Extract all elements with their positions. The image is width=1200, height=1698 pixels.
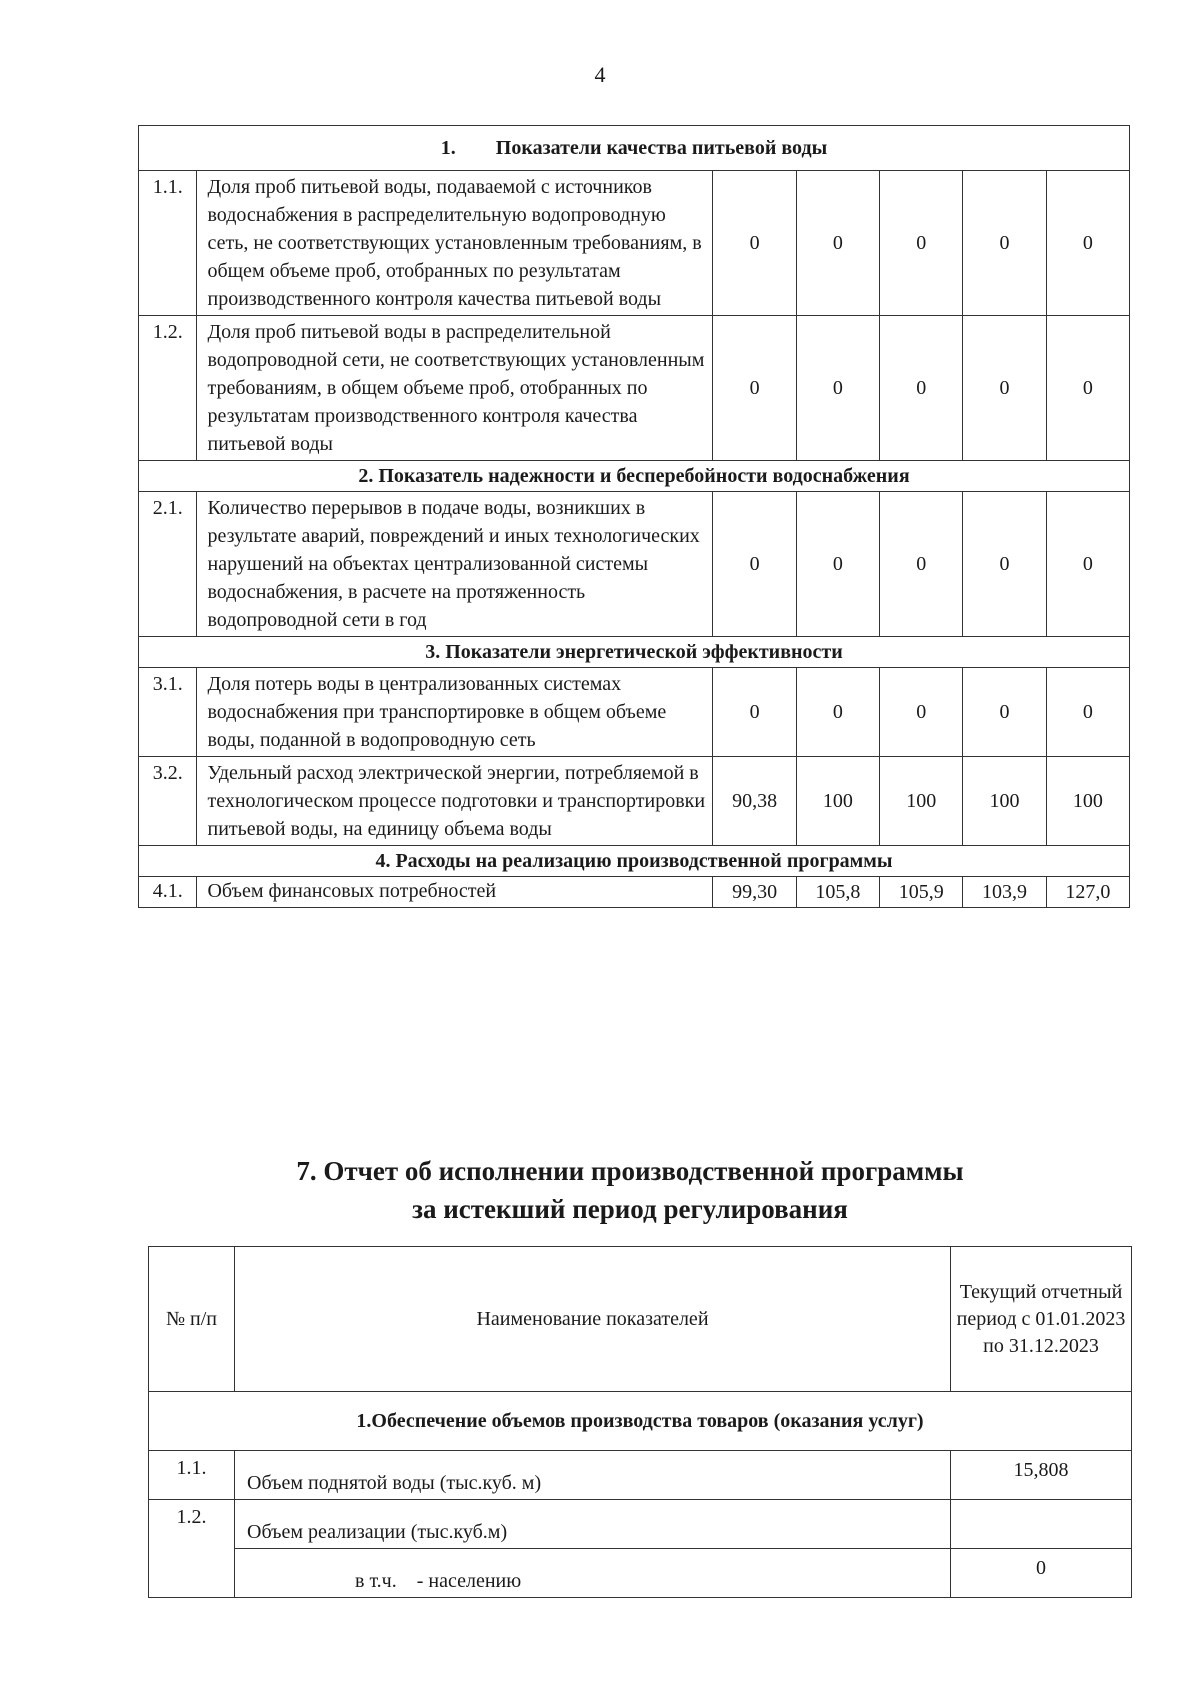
value-cell: 0	[880, 492, 963, 637]
value-cell: 127,0	[1046, 877, 1129, 908]
row-description: Доля потерь воды в централизованных системах водоснабжения при транспортировке в общем объеме воды, поданной в водопроводную сеть	[197, 668, 713, 757]
section-header-row	[139, 846, 1130, 877]
value-cell: 0	[796, 668, 879, 757]
row-value: 0	[951, 1549, 1132, 1598]
row-name: в т.ч. - населению	[235, 1549, 951, 1598]
value-cell: 0	[1046, 316, 1129, 461]
row-number: 2.1.	[139, 492, 197, 637]
indicators-table	[138, 125, 1130, 908]
value-cell: 90,38	[713, 757, 796, 846]
row-number: 3.2.	[139, 757, 197, 846]
table-row	[139, 757, 1130, 846]
section-title: 4. Расходы на реализацию производственной программы	[139, 846, 1130, 877]
heading-line-2: за истекший период регулирования	[412, 1194, 848, 1224]
value-cell: 0	[713, 492, 796, 637]
row-value: 15,808	[951, 1451, 1132, 1500]
row-number: 4.1.	[139, 877, 197, 908]
header-row	[149, 1247, 1132, 1392]
table-row	[149, 1451, 1132, 1500]
header-num: № п/п	[149, 1247, 235, 1392]
row-description: Объем финансовых потребностей	[197, 877, 713, 908]
row-number: 1.1.	[149, 1451, 235, 1500]
value-cell: 0	[713, 171, 796, 316]
value-cell: 0	[796, 316, 879, 461]
table-row	[149, 1500, 1132, 1549]
row-number: 1.1.	[139, 171, 197, 316]
value-cell: 0	[713, 316, 796, 461]
value-cell: 0	[963, 316, 1046, 461]
row-description: Доля проб питьевой воды, подаваемой с источников водоснабжения в распределительную водопроводную сеть, не соответствующих установленным требованиям, в общем объеме проб, отобранных по результатам производственного контроля качества питьевой воды	[197, 171, 713, 316]
row-description: Доля проб питьевой воды в распределительной водопроводной сети, не соответствующих установленным требованиям, в общем объеме проб, отобранных по результатам производственного контроля качества питьевой воды	[197, 316, 713, 461]
value-cell: 0	[1046, 668, 1129, 757]
row-value	[951, 1500, 1132, 1549]
value-cell: 0	[1046, 492, 1129, 637]
value-cell: 100	[880, 757, 963, 846]
value-cell: 0	[796, 492, 879, 637]
value-cell: 0	[1046, 171, 1129, 316]
row-description: Количество перерывов в подаче воды, возникших в результате аварий, повреждений и иных технологических нарушений на объектах централизованной системы водоснабжения, в расчете на протяженность водопроводной сети в год	[197, 492, 713, 637]
row-number: 1.2.	[139, 316, 197, 461]
value-cell: 105,8	[796, 877, 879, 908]
row-name: Объем поднятой воды (тыс.куб. м)	[235, 1451, 951, 1500]
table-row	[139, 492, 1130, 637]
value-cell: 0	[963, 171, 1046, 316]
section-header-row	[139, 126, 1130, 171]
header-name: Наименование показателей	[235, 1247, 951, 1392]
value-cell: 103,9	[963, 877, 1046, 908]
value-cell: 99,30	[713, 877, 796, 908]
row-name: Объем реализации (тыс.куб.м)	[235, 1500, 951, 1549]
value-cell: 100	[963, 757, 1046, 846]
header-current-period: Текущий отчетный период с 01.01.2023 по 31.12.2023	[951, 1247, 1132, 1392]
section-title: 2. Показатель надежности и бесперебойности водоснабжения	[139, 461, 1130, 492]
row-description: Удельный расход электрической энергии, потребляемой в технологическом процессе подготовки и транспортировки питьевой воды, на единицу объема воды	[197, 757, 713, 846]
report-table	[148, 1246, 1132, 1598]
section-header-row	[149, 1392, 1132, 1451]
section-header-row	[139, 461, 1130, 492]
row-number: 1.2.	[149, 1500, 235, 1598]
value-cell: 0	[963, 668, 1046, 757]
value-cell: 0	[963, 492, 1046, 637]
value-cell: 100	[796, 757, 879, 846]
row-number: 3.1.	[139, 668, 197, 757]
value-cell: 0	[796, 171, 879, 316]
value-cell: 0	[880, 668, 963, 757]
table-row	[139, 877, 1130, 908]
section-title: 1. Показатели качества питьевой воды	[139, 126, 1130, 171]
value-cell: 0	[880, 171, 963, 316]
heading-line-1: 7. Отчет об исполнении производственной программы	[296, 1156, 964, 1186]
page-number: 4	[594, 62, 606, 87]
value-cell: 0	[880, 316, 963, 461]
value-cell: 105,9	[880, 877, 963, 908]
value-cell: 100	[1046, 757, 1129, 846]
section-title: 3. Показатели энергетической эффективности	[139, 637, 1130, 668]
table-row	[139, 668, 1130, 757]
table-row	[149, 1549, 1132, 1598]
section-title: 1.Обеспечение объемов производства товаров (оказания услуг)	[149, 1392, 1132, 1451]
section-heading	[0, 1152, 1200, 1228]
section-header-row	[139, 637, 1130, 668]
value-cell: 0	[713, 668, 796, 757]
table-row	[139, 171, 1130, 316]
table-row	[139, 316, 1130, 461]
